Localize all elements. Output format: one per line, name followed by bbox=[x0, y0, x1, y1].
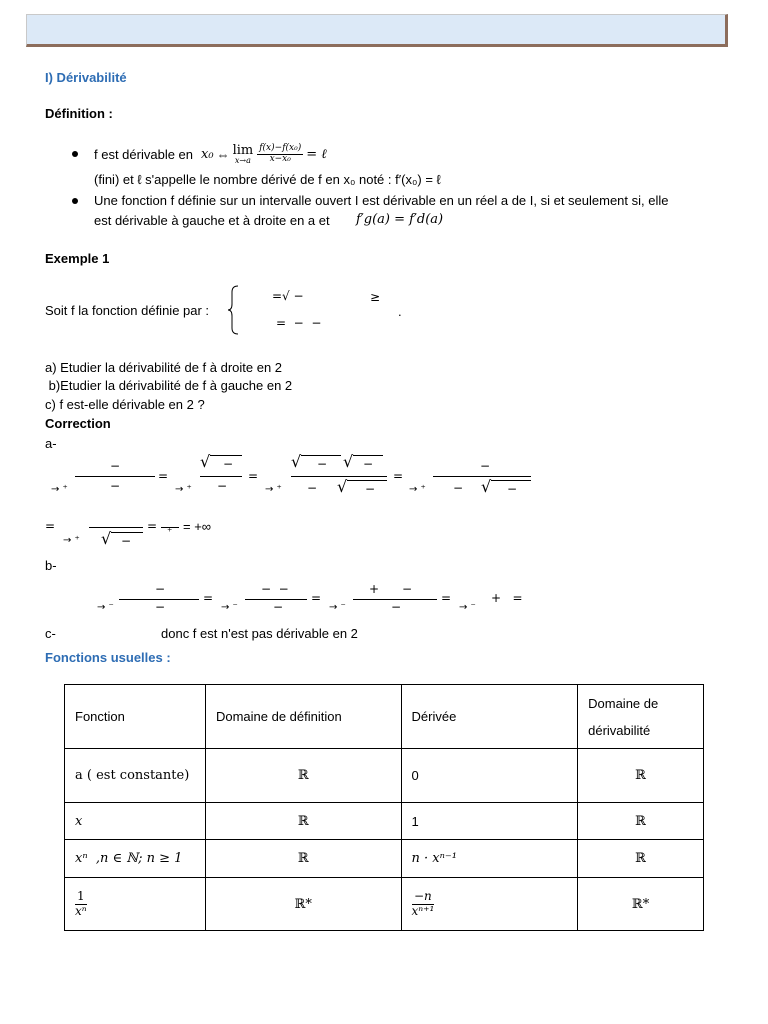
minus: − bbox=[273, 600, 284, 614]
table-row bbox=[65, 803, 704, 840]
section-title: I) Dérivabilité bbox=[45, 70, 127, 85]
minus: − bbox=[223, 457, 234, 471]
def2-formula: f′g(a) = f′d(a) bbox=[356, 212, 444, 227]
def2-line2: est dérivable à gauche et à droite en a et bbox=[94, 213, 330, 228]
cell-function: x bbox=[65, 803, 206, 840]
sqrt-icon: √ bbox=[343, 452, 354, 471]
minus: − bbox=[453, 481, 464, 495]
arrow-2: → ⁺ bbox=[175, 484, 192, 495]
def1-eq: = ℓ bbox=[306, 147, 327, 162]
equals: = bbox=[441, 591, 452, 605]
arrow-4: → ⁺ bbox=[409, 484, 426, 495]
usual-functions-table bbox=[64, 684, 704, 931]
piece-1-condition: ≥ bbox=[370, 290, 381, 304]
header-bar bbox=[26, 14, 728, 47]
arrow-3: → ⁺ bbox=[265, 484, 282, 495]
sqrt-bar bbox=[301, 455, 341, 456]
c-text: donc f est n'est pas dérivable en 2 bbox=[161, 626, 358, 641]
question-a: a) Etudier la dérivabilité de f à droite en 2 bbox=[45, 360, 283, 375]
def1-line1 bbox=[94, 138, 327, 170]
equals: = bbox=[45, 519, 56, 533]
sqrt-bar bbox=[210, 455, 242, 456]
def1-lim bbox=[233, 144, 254, 165]
sqrt-icon: √ bbox=[200, 452, 211, 471]
plus-superscript: ⁺ bbox=[167, 527, 173, 538]
sqrt-bar bbox=[491, 480, 531, 481]
fraction-one-over-xn bbox=[75, 890, 87, 917]
table-row bbox=[65, 749, 704, 803]
header-function: Fonction bbox=[65, 685, 206, 749]
a-result: = +∞ bbox=[183, 519, 212, 534]
table-header-row bbox=[65, 685, 704, 749]
fraction-bar bbox=[75, 476, 155, 477]
def1-line2: (fini) et ℓ s'appelle le nombre dérivé de f en x₀ noté : f′(x₀) = ℓ bbox=[94, 172, 441, 187]
def2-line1: Une fonction f définie sur un intervalle ouvert I est dérivable en un réel a de I, si et seulement si, elle bbox=[94, 193, 669, 208]
arrow-5: → ⁺ bbox=[63, 535, 80, 546]
fraction-bar bbox=[200, 476, 242, 477]
sqrt-icon: √ bbox=[291, 452, 302, 471]
minus: − bbox=[217, 479, 228, 493]
cell-domain: ℝ bbox=[205, 803, 401, 840]
plus-equals: + = bbox=[491, 591, 523, 605]
cell-domain: ℝ* bbox=[205, 878, 401, 931]
lim-word: lim bbox=[232, 142, 254, 158]
cell-domain: ℝ bbox=[205, 840, 401, 878]
example-intro: Soit f la fonction définie par : bbox=[45, 303, 210, 318]
fraction-denominator: xⁿ⁺¹ bbox=[411, 903, 435, 918]
a-label: a- bbox=[45, 436, 57, 451]
definition-label: Définition : bbox=[45, 106, 113, 121]
fraction-denominator: xⁿ bbox=[75, 903, 87, 918]
question-c: c) f est-elle dérivable en 2 ? bbox=[45, 397, 205, 412]
cell-derivability-domain: ℝ* bbox=[578, 878, 704, 931]
arrow-8: → ⁻ bbox=[329, 602, 346, 613]
cell-derivability-domain: ℝ bbox=[578, 803, 704, 840]
a-derivation-line2 bbox=[45, 515, 305, 555]
bullet-2 bbox=[72, 198, 78, 204]
fraction-numerator: 1 bbox=[77, 889, 85, 904]
cell-derivative: 1 bbox=[401, 803, 578, 840]
arrow-6: → ⁻ bbox=[97, 602, 114, 613]
header-derivative: Dérivée bbox=[401, 685, 578, 749]
cell-derivability-domain: ℝ bbox=[578, 840, 704, 878]
def1-num: f(x)−f(x₀) bbox=[259, 142, 302, 153]
sqrt-icon: √ bbox=[337, 477, 348, 496]
def1-pre: f est dérivable en bbox=[94, 146, 194, 162]
equals: = bbox=[393, 469, 404, 483]
fraction-numerator: −n bbox=[412, 890, 435, 904]
minus: − bbox=[507, 482, 518, 496]
minus: − bbox=[365, 482, 376, 496]
table-row bbox=[65, 840, 704, 878]
cell-function bbox=[65, 878, 206, 931]
minus: − bbox=[307, 481, 318, 495]
equals: = bbox=[203, 591, 214, 605]
def1-iff: ⇔ bbox=[216, 146, 230, 162]
example-label: Exemple 1 bbox=[45, 251, 110, 266]
def1-fraction bbox=[257, 144, 303, 165]
equals: = bbox=[311, 591, 322, 605]
cell-derivative: 0 bbox=[401, 749, 578, 803]
table-row bbox=[65, 878, 704, 931]
fraction-derivative bbox=[412, 890, 435, 917]
minus-minus: − − bbox=[261, 582, 289, 596]
b-label: b- bbox=[45, 558, 57, 573]
minus: − bbox=[391, 600, 402, 614]
c-label: c- bbox=[45, 626, 56, 641]
cell-derivative: n · xⁿ⁻¹ bbox=[401, 840, 578, 878]
arrow-7: → ⁻ bbox=[221, 602, 238, 613]
cell-function: xⁿ ,n ∈ ℕ; n ≥ 1 bbox=[65, 840, 206, 878]
fraction-bar bbox=[89, 527, 143, 528]
minus: − bbox=[317, 457, 328, 471]
usual-functions-title: Fonctions usuelles : bbox=[45, 650, 171, 665]
def1-den: x−x₀ bbox=[269, 153, 291, 164]
header-domain: Domaine de définition bbox=[205, 685, 401, 749]
header-derivability-domain: Domaine de dérivabilité bbox=[578, 685, 704, 749]
correction-label: Correction bbox=[45, 416, 111, 431]
a-derivation-line1 bbox=[45, 450, 545, 505]
b-derivation bbox=[95, 578, 535, 618]
bullet-1 bbox=[72, 151, 78, 157]
cell-function: a ( est constante) bbox=[65, 749, 206, 803]
sqrt-icon: √ bbox=[481, 477, 492, 496]
piece-2: = − − bbox=[276, 316, 322, 330]
left-brace-icon bbox=[226, 284, 242, 336]
equals: = bbox=[158, 469, 169, 483]
sqrt-bar bbox=[353, 455, 383, 456]
arrow-9: → ⁻ bbox=[459, 602, 476, 613]
cell-derivative bbox=[401, 878, 578, 931]
lim-sub: x→a bbox=[234, 155, 251, 165]
minus: − bbox=[110, 459, 121, 473]
piece-1: =√ − bbox=[272, 289, 304, 303]
period: . bbox=[398, 304, 402, 319]
minus: − bbox=[110, 479, 121, 493]
minus: − bbox=[480, 459, 491, 473]
cell-derivability-domain: ℝ bbox=[578, 749, 704, 803]
minus: − bbox=[155, 582, 166, 596]
arrow-1: → ⁺ bbox=[51, 484, 68, 495]
sqrt-bar bbox=[347, 480, 387, 481]
plus-minus: + − bbox=[369, 582, 412, 596]
question-b: b)Etudier la dérivabilité de f à gauche en 2 bbox=[45, 378, 293, 393]
sqrt-icon: √ bbox=[101, 529, 112, 548]
equals: = bbox=[147, 519, 158, 533]
cell-domain: ℝ bbox=[205, 749, 401, 803]
minus: − bbox=[121, 534, 132, 548]
equals: = bbox=[248, 469, 259, 483]
def1-x0: x₀ bbox=[201, 146, 214, 162]
minus: − bbox=[155, 600, 166, 614]
minus: − bbox=[363, 457, 374, 471]
sqrt-bar bbox=[111, 532, 143, 533]
